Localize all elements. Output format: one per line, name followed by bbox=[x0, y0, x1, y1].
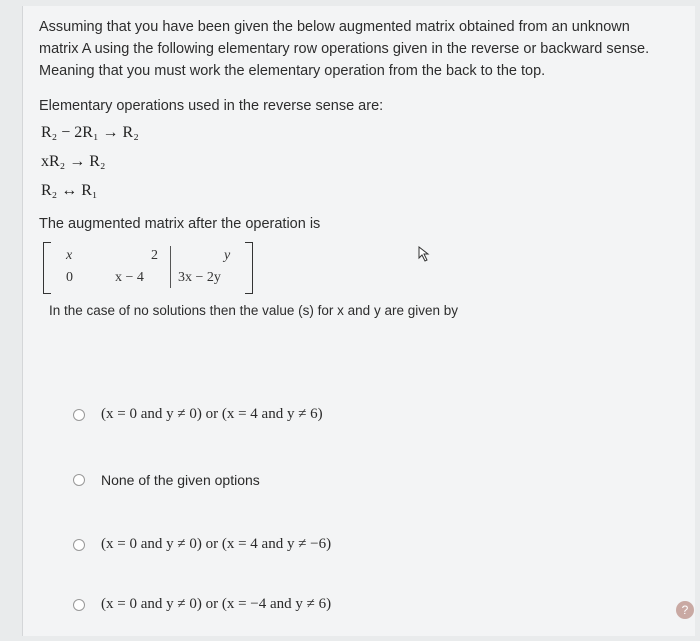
option-4-label: (x = 0 and y ≠ 0) or (x = −4 and y ≠ 6) bbox=[101, 596, 332, 612]
question-card bbox=[22, 6, 695, 636]
question-intro-line-3: Meaning that you must work the elementary operation from the back to the top. bbox=[39, 63, 546, 79]
matrix-cell-r2c2: x − 4 bbox=[115, 270, 144, 285]
option-3-label: (x = 0 and y ≠ 0) or (x = 4 and y ≠ −6) bbox=[101, 536, 332, 552]
matrix-right-bracket bbox=[245, 242, 253, 294]
augmented-matrix bbox=[43, 242, 253, 294]
option-4[interactable] bbox=[73, 596, 331, 613]
option-2-label: None of the given options bbox=[101, 472, 260, 488]
matrix-cell-r1c3: y bbox=[224, 248, 231, 263]
matrix-cell-r2c1: 0 bbox=[66, 270, 73, 285]
option-3[interactable] bbox=[73, 536, 331, 553]
question-intro-line-1: Assuming that you have been given the below augmented matrix obtained from an unknown bbox=[39, 19, 630, 35]
option-4-radio[interactable] bbox=[73, 599, 85, 611]
matrix-cell-r2c3: 3x − 2y bbox=[178, 270, 221, 285]
option-1-label: (x = 0 and y ≠ 0) or (x = 4 and y ≠ 6) bbox=[101, 406, 323, 422]
matrix-cell-r1c1: x bbox=[66, 248, 73, 263]
option-2-radio[interactable] bbox=[73, 474, 85, 486]
mouse-pointer-icon bbox=[418, 246, 432, 262]
operation-3: R₂ ↔ R₁ bbox=[41, 182, 98, 199]
operation-1: R₂ − 2R₁ → R₂ bbox=[41, 124, 139, 141]
matrix-cell-r1c2: 2 bbox=[151, 248, 158, 263]
matrix-heading: The augmented matrix after the operation is bbox=[39, 216, 321, 232]
matrix-left-bracket bbox=[43, 242, 51, 294]
question-intro-line-2: matrix A using the following elementary row operations given in the reverse or backward sense. bbox=[39, 41, 650, 57]
operation-2: xR₂ → R₂ bbox=[41, 153, 106, 170]
option-1-radio[interactable] bbox=[73, 409, 85, 421]
option-2[interactable] bbox=[73, 472, 260, 488]
option-3-radio[interactable] bbox=[73, 539, 85, 551]
matrix-augment-divider bbox=[170, 246, 171, 288]
operations-heading: Elementary operations used in the reverse sense are: bbox=[39, 98, 384, 114]
option-1[interactable] bbox=[73, 406, 323, 423]
no-solution-prompt: In the case of no solutions then the value (s) for x and y are given by bbox=[49, 303, 458, 318]
help-icon[interactable]: ? bbox=[676, 601, 694, 619]
